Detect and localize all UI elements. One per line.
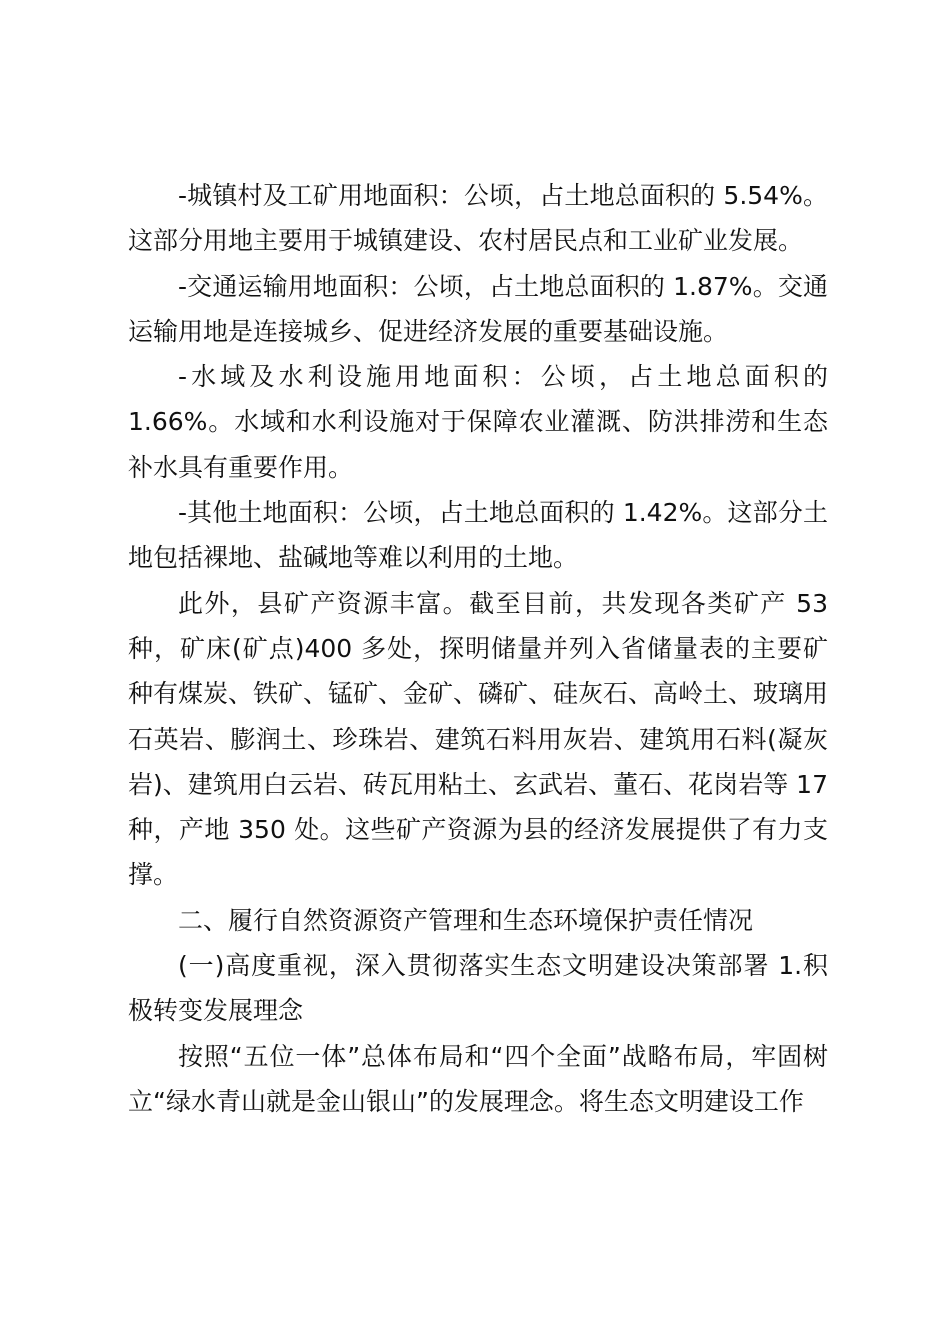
paragraph-water-land: -水域及水利设施用地面积：公顷，占土地总面积的 1.66%。水域和水利设施对于保障农业灌溉、防洪排涝和生态补水具有重要作用。 <box>128 362 828 482</box>
section-heading: 二、履行自然资源资产管理和生态环境保护责任情况 <box>178 905 754 935</box>
paragraph-urban-land: -城镇村及工矿用地面积：公顷，占土地总面积的 5.54%。这部分用地主要用于城镇建设、农村居民点和工业矿业发展。 <box>128 181 828 256</box>
paragraph-mineral-resources: 此外，县矿产资源丰富。截至目前，共发现各类矿产 53 种，矿床(矿点)400 多处，探明储量并列入省储量表的主要矿种有煤炭、铁矿、锰矿、金矿、磷矿、硅灰石、高岭土、玻璃用石英岩、膨润土、珍珠岩、建筑石料用灰岩、建筑用石料(凝灰岩)、建筑用白云岩、砖瓦用粘土、玄武岩、董石、花岗岩等 17 种，产地 350 处。这些矿产资源为县的经济发展提供了有力支撑。 <box>128 588 829 890</box>
document-body <box>128 173 828 1124</box>
paragraph-development-concept: 按照“五位一体”总体布局和“四个全面”战略布局，牢固树立“绿水青山就是金山银山”的发展理念。将生态文明建设工作 <box>128 1041 828 1116</box>
paragraph-transport-land: -交通运输用地面积：公顷，占土地总面积的 1.87%。交通运输用地是连接城乡、促进经济发展的重要基础设施。 <box>128 271 828 346</box>
subsection-heading: (一)高度重视，深入贯彻落实生态文明建设决策部署 1.积极转变发展理念 <box>128 951 828 1026</box>
paragraph-other-land: -其他土地面积：公顷，占土地总面积的 1.42%。这部分土地包括裸地、盐碱地等难以利用的土地。 <box>128 498 828 573</box>
